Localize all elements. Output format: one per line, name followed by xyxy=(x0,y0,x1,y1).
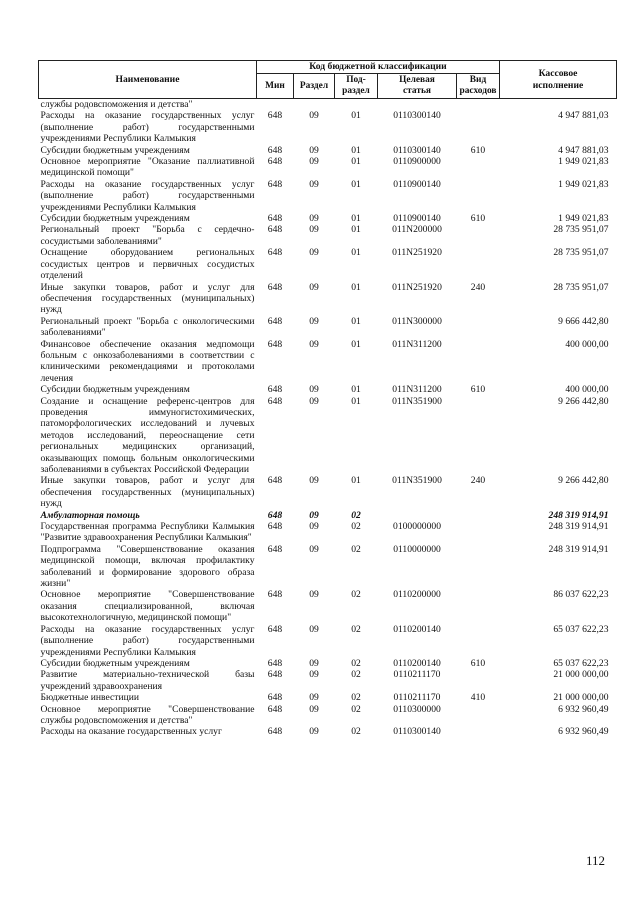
row-subsection: 02 xyxy=(351,657,361,669)
table-row xyxy=(39,247,617,281)
row-amount: 65 037 622,23 xyxy=(553,657,609,669)
row-section: 09 xyxy=(309,338,319,350)
row-amount: 28 735 951,07 xyxy=(553,224,609,236)
row-name: Амбулаторная помощь xyxy=(40,509,140,521)
table-row xyxy=(39,384,617,395)
row-subsection: 02 xyxy=(351,692,361,704)
row-target: 0110900140 xyxy=(393,213,441,225)
row-target: 011N351900 xyxy=(392,475,442,487)
row-name: Государственная программа Республики Калмыкия "Развитие здравоохранения Республики Калмыкия" xyxy=(40,521,255,544)
row-amount: 21 000 000,00 xyxy=(553,692,609,704)
row-target: 0110211170 xyxy=(393,692,441,704)
row-target: 011N200000 xyxy=(392,224,442,236)
row-target: 0110200000 xyxy=(393,589,441,601)
row-subsection: 01 xyxy=(351,213,361,225)
row-min: 648 xyxy=(267,338,283,350)
row-name: Иные закупки товаров, работ и услуг для обеспечения государственных (муниципальных) нужд xyxy=(40,475,255,510)
row-amount: 6 932 960,49 xyxy=(558,703,609,715)
table-row xyxy=(39,282,617,316)
row-expense: 610 xyxy=(470,144,486,156)
row-section: 09 xyxy=(309,475,319,487)
document-page xyxy=(38,60,616,868)
table-row xyxy=(39,726,617,737)
table-row xyxy=(39,624,617,658)
row-subsection: 01 xyxy=(351,156,361,168)
row-target: 0110300000 xyxy=(393,703,441,715)
row-amount: 9 266 442,80 xyxy=(558,475,609,487)
row-subsection: 01 xyxy=(351,315,361,327)
header-amount: Кассовое исполнение xyxy=(500,61,617,99)
row-target: 011N251920 xyxy=(392,281,442,293)
row-section: 09 xyxy=(309,395,319,407)
row-section: 09 xyxy=(309,156,319,168)
row-expense: 610 xyxy=(470,213,486,225)
row-target: 011N251920 xyxy=(392,247,442,259)
row-target: 0110900140 xyxy=(393,178,441,190)
row-amount: 248 319 914,91 xyxy=(548,509,609,521)
table-row xyxy=(39,339,617,385)
row-section: 09 xyxy=(309,144,319,156)
row-min: 648 xyxy=(267,110,283,122)
row-min: 648 xyxy=(267,543,283,555)
row-min: 648 xyxy=(267,281,283,293)
row-amount: 1 949 021,83 xyxy=(558,178,609,190)
table-row xyxy=(39,521,617,544)
row-section: 09 xyxy=(309,509,319,521)
row-subsection: 02 xyxy=(351,589,361,601)
table-header xyxy=(39,61,617,99)
row-name: Субсидии бюджетным учреждениям xyxy=(40,213,190,225)
row-name: Бюджетные инвестиции xyxy=(40,692,139,704)
row-target xyxy=(378,99,457,111)
row-name: Финансовое обеспечение оказания медпомощи больным с онкозаболеваниями в соответствии с клиническими рекомендациями и протоколами лечения xyxy=(40,338,255,384)
row-min: 648 xyxy=(267,156,283,168)
row-name: службы родовспоможения и детства" xyxy=(40,99,193,110)
row-expense xyxy=(457,156,500,179)
row-subsection: 02 xyxy=(351,623,361,635)
row-target: 011N311200 xyxy=(392,384,442,396)
row-min: 648 xyxy=(267,703,283,715)
row-section: 09 xyxy=(309,521,319,533)
row-section: 09 xyxy=(309,669,319,681)
row-target: 011N311200 xyxy=(392,338,442,350)
row-target: 0110300140 xyxy=(393,110,441,122)
row-target: 0110211170 xyxy=(393,669,441,681)
row-target xyxy=(378,510,457,521)
row-name: Субсидии бюджетным учреждениям xyxy=(40,657,190,669)
row-target: 0100000000 xyxy=(393,521,441,533)
row-amount: 28 735 951,07 xyxy=(553,247,609,259)
row-name: Региональный проект "Борьба с онкологическими заболеваниями" xyxy=(40,315,255,339)
row-name: Развитие материально-технической базы учреждений здравоохранения xyxy=(40,669,255,692)
row-section: 09 xyxy=(309,589,319,601)
row-section: 09 xyxy=(309,623,319,635)
row-expense xyxy=(457,669,500,692)
row-section: 09 xyxy=(309,692,319,704)
row-target: 0110300140 xyxy=(393,144,441,156)
row-subsection: 02 xyxy=(351,509,361,521)
row-target: 011N351900 xyxy=(392,395,442,407)
row-min: 648 xyxy=(267,224,283,236)
row-expense: 410 xyxy=(470,692,486,704)
row-name: Основное мероприятие "Оказание паллиативной медицинской помощи" xyxy=(40,156,255,179)
row-name: Расходы на оказание государственных услуг xyxy=(40,726,222,738)
row-section: 09 xyxy=(309,543,319,555)
row-subsection: 02 xyxy=(351,726,361,738)
row-name: Субсидии бюджетным учреждениям xyxy=(40,384,190,396)
row-min xyxy=(257,99,294,111)
row-expense xyxy=(457,179,500,213)
table-row xyxy=(39,156,617,179)
row-section: 09 xyxy=(309,315,319,327)
header-section: Раздел xyxy=(294,74,335,99)
row-target: 0110200140 xyxy=(393,623,441,635)
row-name: Основное мероприятие "Совершенствование службы родовспоможения и детства" xyxy=(40,703,255,726)
row-min: 648 xyxy=(267,657,283,669)
row-subsection: 01 xyxy=(351,338,361,350)
row-expense xyxy=(457,704,500,727)
row-amount: 9 666 442,80 xyxy=(558,315,609,327)
header-expense: Вид расходов xyxy=(457,74,500,99)
row-target: 011N300000 xyxy=(392,315,442,327)
row-amount: 248 319 914,91 xyxy=(548,521,609,533)
row-name: Расходы на оказание государственных услуг (выполнение работ) государственными учреждениями Республики Калмыкия xyxy=(40,623,255,658)
row-min: 648 xyxy=(267,247,283,259)
row-section: 09 xyxy=(309,247,319,259)
row-subsection: 02 xyxy=(351,521,361,533)
page-number: 112 xyxy=(586,853,606,868)
row-section: 09 xyxy=(309,384,319,396)
row-min: 648 xyxy=(267,669,283,681)
row-section: 09 xyxy=(309,281,319,293)
row-amount: 248 319 914,91 xyxy=(548,543,609,555)
row-min: 648 xyxy=(267,475,283,487)
row-amount: 28 735 951,07 xyxy=(553,281,609,293)
row-name: Подпрограмма "Совершенствование оказания медицинской помощи, включая профилактику заболеваний и формирование здорового образа жизни" xyxy=(40,543,255,590)
header-subsection: Под- раздел xyxy=(335,74,378,99)
header-name: Наименование xyxy=(39,61,257,99)
row-section: 09 xyxy=(309,110,319,122)
row-min: 648 xyxy=(267,589,283,601)
row-target: 0110300140 xyxy=(393,726,441,738)
budget-table xyxy=(38,60,617,738)
row-min: 648 xyxy=(267,726,283,738)
table-row xyxy=(39,110,617,144)
row-target: 0110000000 xyxy=(393,543,441,555)
row-section: 09 xyxy=(309,726,319,738)
row-amount: 4 947 881,03 xyxy=(558,144,609,156)
row-amount: 9 266 442,80 xyxy=(558,395,609,407)
row-min: 648 xyxy=(267,692,283,704)
row-name: Субсидии бюджетным учреждениям xyxy=(40,144,190,156)
row-expense xyxy=(457,224,500,247)
table-row xyxy=(39,510,617,521)
row-expense xyxy=(457,726,500,737)
row-min: 648 xyxy=(267,144,283,156)
row-expense xyxy=(457,99,500,111)
row-target: 0110200140 xyxy=(393,657,441,669)
header-target: Целевая статья xyxy=(378,74,457,99)
row-expense xyxy=(457,247,500,281)
table-row xyxy=(39,99,617,111)
row-subsection: 01 xyxy=(351,110,361,122)
row-min: 648 xyxy=(267,178,283,190)
row-min: 648 xyxy=(267,521,283,533)
row-section: 09 xyxy=(309,213,319,225)
row-expense xyxy=(457,589,500,623)
row-name: Расходы на оказание государственных услуг (выполнение работ) государственными учреждениями Республики Калмыкия xyxy=(40,178,255,213)
table-row xyxy=(39,544,617,590)
row-section: 09 xyxy=(309,178,319,190)
row-name: Создание и оснащение референс-центров для проведения иммуногистохимических, патоморфологических исследований и лучевых методов исследований, переоснащение сети региональных медицинских организаций, оказывающих помощь больным онкологическими заболеваниями в субъектах Российской Федерации xyxy=(40,395,255,475)
row-amount: 6 932 960,49 xyxy=(558,726,609,738)
row-subsection: 01 xyxy=(351,281,361,293)
row-expense: 610 xyxy=(470,384,486,396)
row-min: 648 xyxy=(267,315,283,327)
row-expense: 610 xyxy=(470,657,486,669)
row-subsection: 01 xyxy=(351,384,361,396)
row-amount: 400 000,00 xyxy=(565,338,609,350)
table-row xyxy=(39,589,617,623)
row-expense xyxy=(457,510,500,521)
row-min: 648 xyxy=(267,509,283,521)
row-subsection: 01 xyxy=(351,247,361,259)
row-subsection: 02 xyxy=(351,703,361,715)
row-subsection: 01 xyxy=(351,395,361,407)
row-name: Региональный проект "Борьба с сердечно-сосудистыми заболеваниями" xyxy=(40,224,255,247)
row-subsection: 01 xyxy=(351,178,361,190)
row-expense xyxy=(457,396,500,476)
row-name: Оснащение оборудованием региональных сосудистых центров и первичных сосудистых отделений xyxy=(40,247,255,282)
row-min: 648 xyxy=(267,395,283,407)
row-section: 09 xyxy=(309,657,319,669)
row-expense xyxy=(457,316,500,339)
row-section: 09 xyxy=(309,224,319,236)
row-subsection: 02 xyxy=(351,669,361,681)
table-row xyxy=(39,224,617,247)
row-name: Расходы на оказание государственных услуг (выполнение работ) государственными учреждениями Республики Калмыкия xyxy=(40,110,255,145)
row-min: 648 xyxy=(267,623,283,635)
table-row xyxy=(39,692,617,703)
header-min: Мин xyxy=(257,74,294,99)
table-row xyxy=(39,475,617,509)
table-row xyxy=(39,316,617,339)
row-min: 648 xyxy=(267,384,283,396)
row-section: 09 xyxy=(309,703,319,715)
table-row xyxy=(39,179,617,213)
row-expense xyxy=(457,624,500,658)
row-section xyxy=(294,99,335,111)
table-row xyxy=(39,396,617,476)
row-expense xyxy=(457,521,500,544)
row-expense xyxy=(457,339,500,385)
header-code-group: Код бюджетной классификации xyxy=(257,61,500,74)
table-row xyxy=(39,658,617,669)
row-amount: 21 000 000,00 xyxy=(553,669,609,681)
row-amount: 1 949 021,83 xyxy=(558,213,609,225)
row-subsection: 01 xyxy=(351,144,361,156)
row-subsection: 02 xyxy=(351,543,361,555)
row-amount: 1 949 021,83 xyxy=(558,156,609,168)
row-amount: 400 000,00 xyxy=(565,384,609,396)
row-subsection: 01 xyxy=(351,475,361,487)
row-amount: 86 037 622,23 xyxy=(553,589,609,601)
row-amount: 4 947 881,03 xyxy=(558,110,609,122)
row-subsection: 01 xyxy=(351,224,361,236)
table-row xyxy=(39,213,617,224)
table-row xyxy=(39,145,617,156)
row-expense: 240 xyxy=(470,281,486,293)
row-name: Иные закупки товаров, работ и услуг для обеспечения государственных (муниципальных) нужд xyxy=(40,281,255,316)
row-subsection xyxy=(335,99,378,111)
table-row xyxy=(39,669,617,692)
table-body xyxy=(39,99,617,738)
row-amount xyxy=(500,99,617,111)
row-amount: 65 037 622,23 xyxy=(553,623,609,635)
row-expense xyxy=(457,110,500,144)
table-row xyxy=(39,704,617,727)
row-min: 648 xyxy=(267,213,283,225)
row-target: 0110900000 xyxy=(393,156,441,168)
row-expense: 240 xyxy=(470,475,486,487)
row-name: Основное мероприятие "Совершенствование оказания специализированной, включая высокотехнологичную, медицинской помощи" xyxy=(40,589,255,624)
row-expense xyxy=(457,544,500,590)
